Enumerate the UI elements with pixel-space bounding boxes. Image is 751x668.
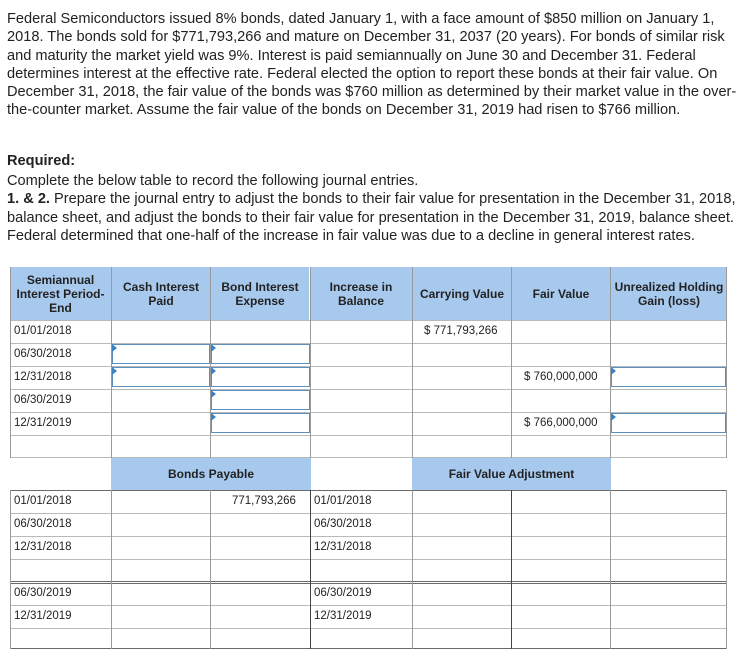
taccount-date: 01/01/2018 (14, 495, 72, 507)
taccount-date: 06/30/2018 (314, 518, 372, 530)
required-body (7, 172, 751, 245)
taccount-date: 01/01/2018 (314, 495, 372, 507)
fair-value-adjustment-header: Fair Value Adjustment (412, 458, 611, 490)
bond-interest-input-2019-06[interactable] (211, 390, 310, 410)
header-fair-value: Fair Value (512, 267, 610, 320)
row-date: 12/31/2019 (14, 417, 72, 429)
row-date: 06/30/2018 (14, 348, 72, 360)
unrealized-input-2018-12[interactable] (611, 367, 726, 387)
header-unrealized: Unrealized Holding Gain (loss) (611, 267, 727, 320)
fair-value: $ 766,000,000 (524, 417, 598, 429)
taccount-date: 12/31/2019 (314, 610, 372, 622)
required-task-text: Prepare the journal entry to adjust the bonds to their fair value for presentation in the December 31, 2018, balance sheet, and adjust the bonds to their fair value for presentation in the December 31, 2019, balance sheet. Federal determined that one-half of the increase in fair value was due to a decline in general interest rates. (7, 191, 736, 244)
cash-interest-input-2018-06[interactable] (112, 344, 210, 364)
header-increase: Increase in Balance (310, 267, 412, 320)
row-date: 06/30/2019 (14, 394, 72, 406)
fair-value: $ 760,000,000 (524, 371, 598, 383)
unrealized-input-2019-12[interactable] (611, 413, 726, 433)
problem-statement (7, 10, 747, 120)
header-cash-interest: Cash Interest Paid (112, 267, 210, 320)
taccount-date: 06/30/2019 (314, 587, 372, 599)
opening-balance: 771,793,266 (232, 495, 296, 507)
problem-text: Federal Semiconductors issued 8% bonds, dated January 1, with a face amount of $850 million on January 1, 2018. The bonds sold for $771,793,266 and mature on December 31, 2037 (20 years). For bonds of similar risk and maturity the market yield was 9%. Interest is paid semiannually on June 30 and December 31. Federal determines interest at the effective rate. Federal elected the option to report these bonds at their fair value. On December 31, 2018, the fair value of the bonds was $760 million as determined by their market value in the over-the-counter market. Assume the fair value of the bonds on December 31, 2019 had risen to $766 million. (7, 11, 737, 119)
taccount-date: 12/31/2019 (14, 610, 72, 622)
bond-interest-input-2018-06[interactable] (211, 344, 310, 364)
taccount-date: 06/30/2018 (14, 518, 72, 530)
header-carrying: Carrying Value (413, 267, 511, 320)
bond-interest-input-2019-12[interactable] (211, 413, 310, 433)
required-numbering: 1. & 2. (7, 191, 50, 208)
carrying-value: $ 771,793,266 (424, 325, 498, 337)
row-date: 12/31/2018 (14, 371, 72, 383)
taccount-date: 12/31/2018 (314, 541, 372, 553)
header-period: Semiannual Interest Period-End (10, 267, 111, 320)
row-date: 01/01/2018 (14, 325, 72, 337)
header-bond-interest: Bond Interest Expense (211, 267, 309, 320)
bonds-payable-header: Bonds Payable (111, 458, 311, 490)
cash-interest-input-2018-12[interactable] (112, 367, 210, 387)
required-title: Required: (7, 153, 76, 169)
required-task (7, 190, 751, 245)
required-intro: Complete the below table to record the following journal entries. (7, 173, 419, 189)
taccount-date: 12/31/2018 (14, 541, 72, 553)
journal-table (10, 267, 727, 649)
bond-interest-input-2018-12[interactable] (211, 367, 310, 387)
taccount-date: 06/30/2019 (14, 587, 72, 599)
